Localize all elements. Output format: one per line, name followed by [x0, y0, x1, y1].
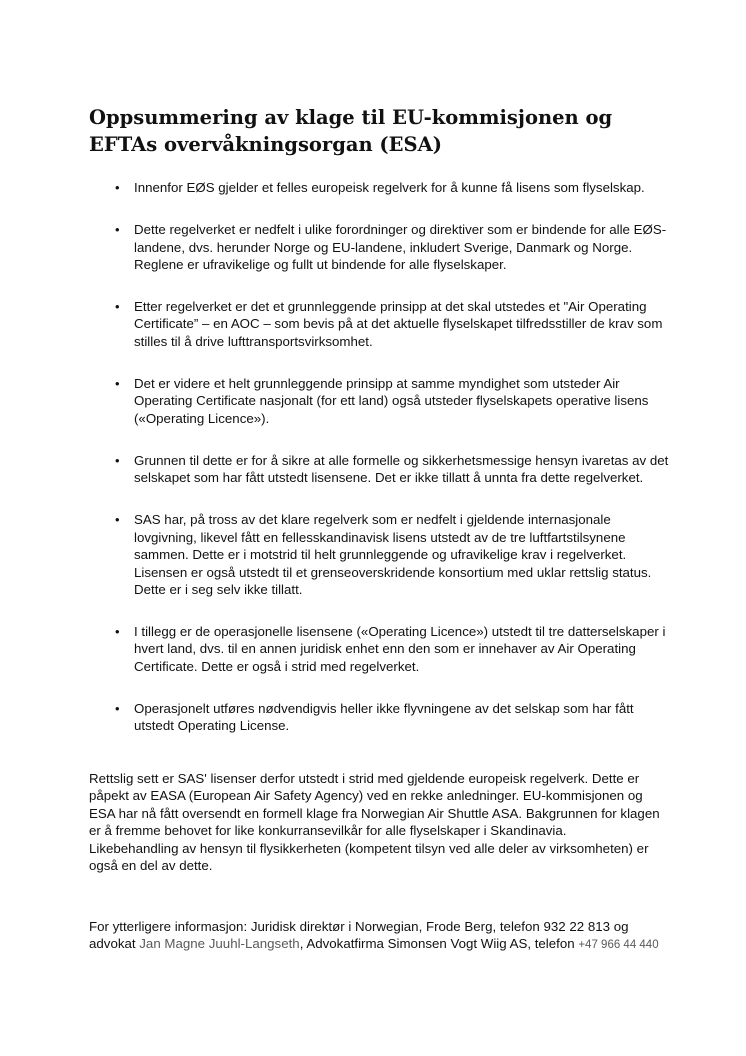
list-item	[89, 221, 669, 273]
bullet-icon: •	[115, 624, 120, 640]
list-item-text: SAS har, på tross av det klare regelverk som er nedfelt i gjeldende internasjonale lovgivning, likevel fått en fellesskandinavisk lisens utstedt av de tre luftfartstilsynene sammen. Dette er i motstrid til helt grunnleggende og ufravikelige krav i regelverket. Lisensen er også utstedt til et grenseoverskridende konsortium med uklar rettslig status. Dette er i seg selv ikke tillatt.	[134, 512, 652, 597]
bullet-icon: •	[115, 512, 120, 528]
bullet-icon: •	[115, 700, 120, 716]
list-item	[89, 700, 669, 735]
list-item	[89, 452, 669, 487]
contact-lawyer-phone: +47 966 44 440	[578, 939, 659, 952]
bullet-icon: •	[115, 180, 120, 195]
contact-intro: For ytterligere informasjon: Juridisk direktør i Norwegian, Frode Berg, telefon 932 22 813 og advokat	[89, 919, 629, 952]
list-item-text: Innenfor EØS gjelder et felles europeisk regelverk for å kunne få lisens som flyselskap.	[134, 180, 645, 195]
list-item-text: Grunnen til dette er for å sikre at alle formelle og sikkerhetsmessige hensyn ivaretas av det selskapet som har fått utstedt lisensene. Det er ikke tillatt å unnta fra dette regelverket.	[134, 452, 669, 486]
list-item	[89, 298, 669, 350]
contact-law-firm: , Advokatfirma Simonsen Vogt Wiig AS, telefon	[299, 936, 579, 952]
contact-info	[89, 918, 669, 955]
bullet-icon: •	[115, 299, 120, 314]
list-item-text: Etter regelverket er det et grunnleggende prinsipp at det skal utstedes et "Air Operating Certificate” – en AOC – som bevis på at det aktuelle flyselskapet tilfredsstiller de krav som stilles til å drive lufttransportsvirksomhet.	[134, 299, 663, 349]
list-item-text: Operasjonelt utføres nødvendigvis heller ikke flyvningene av det selskap som har fått utstedt Operating License.	[134, 700, 634, 734]
list-item-text: Det er videre et helt grunnleggende prinsipp at samme myndighet som utsteder Air Operating Certificate nasjonalt (for ett land) også utsteder flyselskapets operative lisens («Operating Licence»).	[134, 375, 649, 426]
summary-paragraphs	[89, 770, 669, 874]
bullet-list	[89, 179, 669, 735]
contact-lawyer-name: Jan Magne Juuhl-Langseth	[139, 936, 300, 952]
list-item	[89, 623, 669, 675]
list-item	[89, 179, 669, 196]
bullet-icon: •	[115, 222, 120, 238]
document-title: Oppsummering av klage til EU-kommisjonen og EFTAs overvåkningsorgan (ESA)	[89, 106, 613, 156]
list-item	[89, 375, 669, 427]
list-item-text: Dette regelverket er nedfelt i ulike forordninger og direktiver som er bindende for alle EØS-landene, dvs. herunder Norge og EU-landene, inkludert Sverige, Danmark og Norge. Reglene er ufravikelige og fullt ut bindende for alle flyselskaper.	[134, 222, 667, 272]
list-item-text: I tillegg er de operasjonelle lisensene («Operating Licence») utstedt til tre datterselskaper i hvert land, dvs. til en annen juridisk enhet enn den som er innehaver av Air Operating Certificate. Dette er også i strid med regelverket.	[134, 624, 666, 674]
paragraph-safety: Likebehandling av hensyn til flysikkerheten (kompetent tilsyn ved alle deler av virksomheten) er også en del av dette.	[89, 840, 649, 874]
bullet-icon: •	[115, 452, 120, 468]
bullet-icon: •	[115, 375, 120, 391]
list-item	[89, 511, 669, 598]
paragraph-legal-conclusion: Rettslig sett er SAS' lisenser derfor utstedt i strid med gjeldende europeisk regelverk. Dette er påpekt av EASA (European Air Safety Agency) ved en rekke anledninger. EU-kommisjonen og ESA har nå fått oversendt en formell klage fra Norwegian Air Shuttle ASA. Bakgrunnen for klagen er å fremme behovet for like konkurransevilkår for alle flyselskaper i Skandinavia.	[89, 771, 660, 839]
